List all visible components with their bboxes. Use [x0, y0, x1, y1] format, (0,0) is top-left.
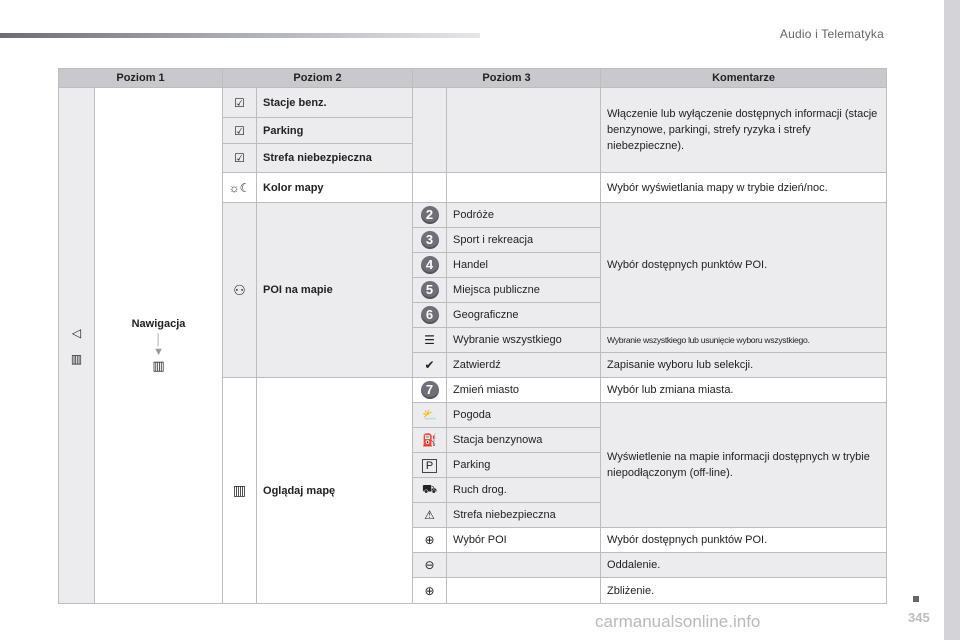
confirm-label: Zatwierdź	[447, 353, 601, 378]
offline-comment: Wyświetlenie na mapie informacji dostępnych w trybie niepodłączonym (off-line).	[601, 403, 887, 528]
day-night-icon: ☼☾	[223, 173, 257, 203]
number-badge: 4	[413, 253, 447, 278]
empty-cell	[447, 553, 601, 578]
confirm-comment: Zapisanie wyboru lub selekcji.	[601, 353, 887, 378]
weather-icon: ⛅	[413, 403, 447, 428]
danger-zone-label: Strefa niebezpieczna	[257, 144, 413, 173]
section-title: Audio i Telematyka	[779, 27, 884, 41]
danger-zone-label-2: Strefa niebezpieczna	[447, 503, 601, 528]
parking-label: Parking	[257, 118, 413, 144]
select-all-icon: ☰	[413, 328, 447, 353]
weather-label: Pogoda	[447, 403, 601, 428]
level1-cell	[59, 88, 95, 604]
empty-cell	[413, 173, 447, 203]
page-marker	[913, 596, 919, 602]
view-map-label: Oglądaj mapę	[257, 378, 413, 604]
checkbox-icon: ☑	[223, 144, 257, 173]
table-header-row	[59, 69, 887, 88]
checkbox-icon: ☑	[223, 88, 257, 118]
toggle-info-comment: Włączenie lub wyłączenie dostępnych informacji (stacje benzynowe, parkingi, strefy ryzyka i strefy niebezpieczne).	[601, 88, 887, 173]
fuel-station-label: Stacja benzynowa	[447, 428, 601, 453]
poi-trade-label: Handel	[447, 253, 601, 278]
fuel-pump-icon: ⛽	[413, 428, 447, 453]
number-badge: 3	[413, 228, 447, 253]
fuel-stations-label: Stacje benz.	[257, 88, 413, 118]
change-city-comment: Wybór lub zmiana miasta.	[601, 378, 887, 403]
menu-table	[58, 68, 887, 604]
header-bar	[0, 33, 480, 38]
col-header: Poziom 2	[223, 69, 413, 88]
empty-cell	[413, 88, 447, 173]
navigation-arrow-icon: ◁	[71, 325, 82, 340]
empty-cell	[447, 88, 601, 173]
table-row	[59, 88, 887, 118]
check-icon: ✔	[413, 353, 447, 378]
change-city-label: Zmień miasto	[447, 378, 601, 403]
select-all-label: Wybranie wszystkiego	[447, 328, 601, 353]
poi-label: POI na mapie	[257, 203, 413, 378]
level2-cell	[95, 88, 223, 604]
checkbox-icon: ☑	[223, 118, 257, 144]
select-poi-label: Wybór POI	[447, 528, 601, 553]
col-header: Komentarze	[601, 69, 887, 88]
traffic-icon: ⛟	[413, 478, 447, 503]
map-icon: ▥	[70, 351, 83, 366]
col-header: Poziom 3	[413, 69, 601, 88]
select-all-comment: Wybranie wszystkiego lub usunięcie wyboru wszystkiego.	[601, 328, 887, 353]
parking-label-2: Parking	[447, 453, 601, 478]
map-icon: ▥	[152, 357, 165, 373]
add-circle-icon: ⊕	[413, 528, 447, 553]
poi-sport-label: Sport i rekreacja	[447, 228, 601, 253]
number-badge: 5	[413, 278, 447, 303]
zoom-in-comment: Zbliżenie.	[601, 578, 887, 604]
col-header: Poziom 1	[59, 69, 223, 88]
empty-cell	[447, 578, 601, 604]
right-edge-bar	[944, 0, 960, 640]
parking-icon: P	[413, 453, 447, 478]
number-badge: 7	[413, 378, 447, 403]
map-color-label: Kolor mapy	[257, 173, 413, 203]
down-arrow-icon: │ ▼	[153, 333, 164, 358]
page-number: 345	[908, 610, 930, 625]
empty-cell	[447, 173, 601, 203]
navigation-label: Nawigacja	[131, 317, 186, 330]
traffic-label: Ruch drog.	[447, 478, 601, 503]
number-badge: 6	[413, 303, 447, 328]
poi-travel-label: Podróże	[447, 203, 601, 228]
poi-comment: Wybór dostępnych punktów POI.	[601, 203, 887, 328]
map-color-comment: Wybór wyświetlania mapy w trybie dzień/noc.	[601, 173, 887, 203]
poi-icon: ⚇	[223, 203, 257, 378]
zoom-out-icon: ⊖	[413, 553, 447, 578]
warning-icon: ⚠	[413, 503, 447, 528]
number-badge: 2	[413, 203, 447, 228]
poi-geo-label: Geograficzne	[447, 303, 601, 328]
map-icon: ▥	[223, 378, 257, 604]
zoom-out-comment: Oddalenie.	[601, 553, 887, 578]
zoom-in-icon: ⊕	[413, 578, 447, 604]
watermark: carmanualsonline.info	[595, 612, 761, 631]
poi-public-label: Miejsca publiczne	[447, 278, 601, 303]
select-poi-comment: Wybór dostępnych punktów POI.	[601, 528, 887, 553]
